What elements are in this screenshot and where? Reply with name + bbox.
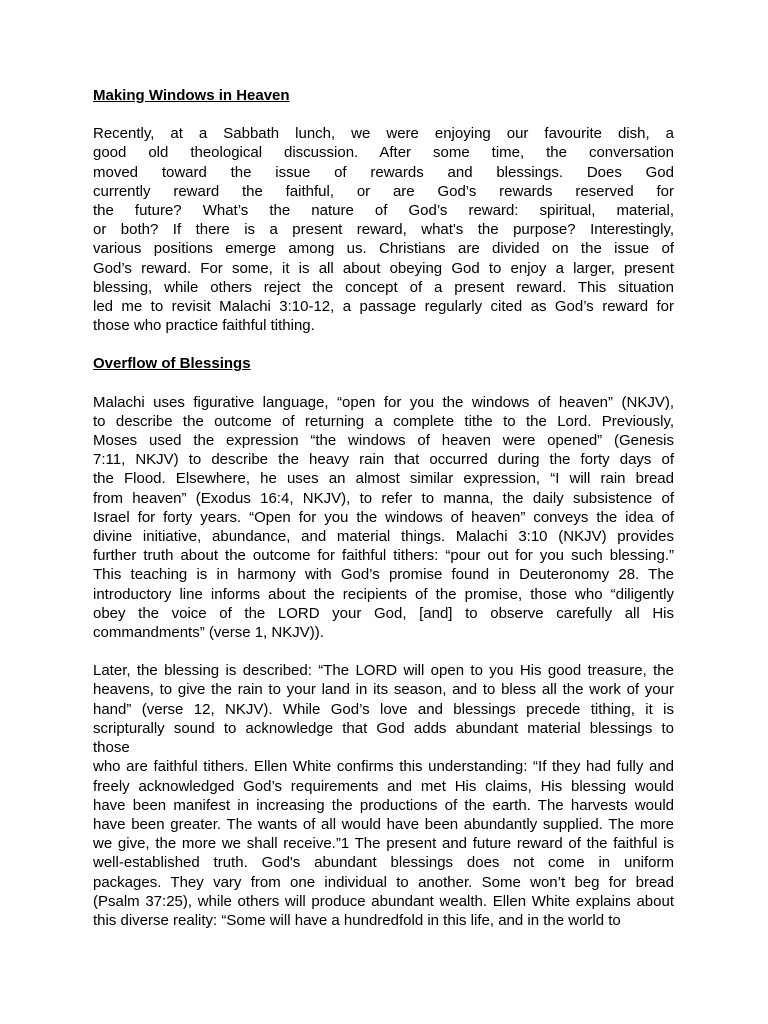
- text-line: to describe the outcome of returning a complete tithe to the Lord. Previously,: [93, 412, 674, 430]
- text-line: Later, the blessing is described: “The LORD will open to you His good treasure, the: [93, 662, 674, 680]
- text-line: the Flood. Elsewhere, he uses an almost similar expression, “I will rain bread: [93, 470, 674, 488]
- heading-making-windows: Making Windows in Heaven: [93, 87, 290, 104]
- text-line: the future? What’s the nature of God’s reward: spiritual, material,: [93, 202, 674, 220]
- text-line: obey the voice of the LORD your God, [and] to observe carefully all His: [93, 604, 674, 622]
- text-line: Moses used the expression “the windows of heaven were opened” (Genesis: [93, 432, 674, 450]
- text-line: This teaching is in harmony with God’s promise found in Deuteronomy 28. The: [93, 566, 674, 584]
- text-line: commandments” (verse 1, NKJV)).: [93, 624, 324, 642]
- paragraph-intro: [93, 124, 674, 335]
- text-line: have been manifest in increasing the productions of the earth. The harvests would: [93, 796, 674, 814]
- text-line: this diverse reality: “Some will have a hundredfold in this life, and in the world to: [93, 911, 621, 929]
- text-line: introductory line informs about the recipients of the promise, those who “diligently: [93, 585, 674, 603]
- text-line: packages. They vary from one individual to another. Some won’t beg for bread: [93, 873, 674, 891]
- spacer: [93, 105, 674, 124]
- text-line: currently reward the faithful, or are God’s rewards reserved for: [93, 182, 674, 200]
- text-line: have been greater. The wants of all would have been abundantly supplied. The more: [93, 815, 674, 833]
- text-line: or both? If there is a present reward, what's the purpose? Interestingly,: [93, 221, 674, 239]
- heading-overflow-of-blessings: Overflow of Blessings: [93, 355, 251, 373]
- text-line: freely acknowledged God’s requirements and met His claims, His blessing would: [93, 777, 674, 795]
- text-line: 7:11, NKJV) to describe the heavy rain that occurred during the forty days of: [93, 451, 674, 469]
- text-line: blessing, while others reject the concept of a present reward. This situation: [93, 278, 674, 296]
- text-line: divine initiative, abundance, and material things. Malachi 3:10 (NKJV) provides: [93, 528, 674, 546]
- text-line: well-established truth. God's abundant blessings does not come in uniform: [93, 854, 674, 872]
- spacer: [93, 335, 674, 354]
- text-line: led me to revisit Malachi 3:10-12, a passage regularly cited as God’s reward for: [93, 298, 674, 316]
- paragraph-malachi: [93, 393, 674, 643]
- text-line: Israel for forty years. “Open for you the windows of heaven” conveys the idea of: [93, 508, 674, 526]
- text-line: good old theological discussion. After some time, the conversation: [93, 144, 674, 162]
- text-line: heavens, to give the rain to your land in its season, and to bless all the work of your: [93, 681, 674, 699]
- text-line: God’s reward. For some, it is all about obeying God to enjoy a larger, present: [93, 259, 674, 277]
- paragraph-later-blessing: [93, 661, 674, 757]
- spacer: [93, 642, 674, 661]
- document-page: [93, 86, 674, 930]
- text-line: those who practice faithful tithing.: [93, 317, 315, 335]
- text-line: who are faithful tithers. Ellen White confirms this understanding: “If they had fully and: [93, 758, 674, 776]
- text-line: moved toward the issue of rewards and blessings. Does God: [93, 163, 674, 181]
- text-line: hand” (verse 12, NKJV). While God’s love and blessings precede tithing, it is: [93, 700, 674, 718]
- text-line: from heaven” (Exodus 16:4, NKJV), to refer to manna, the daily subsistence of: [93, 489, 674, 507]
- text-line: various positions emerge among us. Christians are divided on the issue of: [93, 240, 674, 258]
- text-line: we give, the more we shall receive.”1 The present and future reward of the faithful is: [93, 835, 674, 853]
- spacer: [93, 374, 674, 393]
- text-line: those: [93, 739, 130, 757]
- text-line: scripturally sound to acknowledge that God adds abundant material blessings to: [93, 719, 674, 737]
- text-line: further truth about the outcome for faithful tithers: “pour out for you such blessing.”: [93, 547, 674, 565]
- text-line: (Psalm 37:25), while others will produce abundant wealth. Ellen White explains about: [93, 892, 674, 910]
- paragraph-ellen-white: [93, 757, 674, 930]
- text-line: Recently, at a Sabbath lunch, we were enjoying our favourite dish, a: [93, 125, 674, 143]
- text-line: Malachi uses figurative language, “open for you the windows of heaven” (NKJV),: [93, 393, 674, 411]
